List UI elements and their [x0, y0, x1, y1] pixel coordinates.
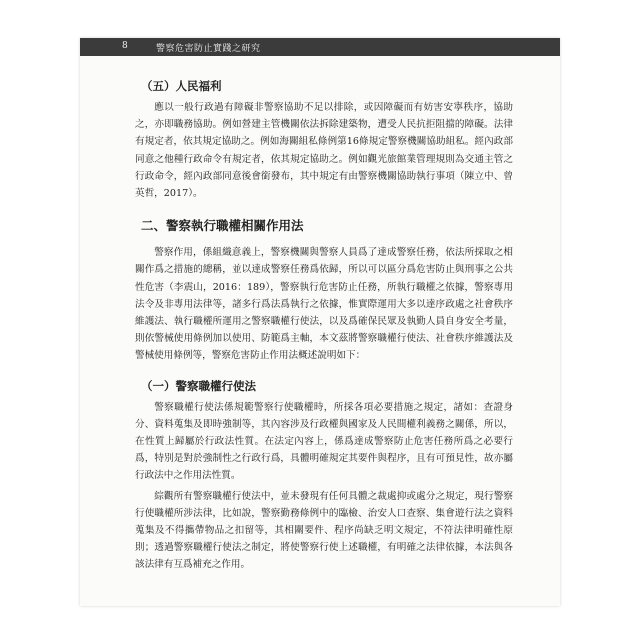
paragraph-police-action: 警察作用，係組織意義上，警察機關與警察人員爲了達成警察任務，依法所採取之相關作爲之措施的總稱，並以達成警察任務爲依歸，所以可以區分爲危害防止與刑事之公共性危害（李震山，2016：189），警察執行危害防止任務，所執行職權之依據，警察專用法令及非專用法律等，諸多行爲法爲執行之依據，惟實際運用大多以達序政處之社會秩序維護法、執行職權所運用之警察職權行使法，以及爲確保民眾及執勤人員自身安全考量，則依警械使用條例加以使用、防範爲主軸，本文茲將警察職權行使法、社會秩序維護法及警械使用條例等，警察危害防止作用法概述說明如下： — [135, 247, 513, 362]
page-number: 8 — [122, 41, 129, 51]
running-header — [80, 38, 560, 56]
section-title-people-welfare: （五）人民福利 — [141, 79, 222, 93]
paragraph-police-duty-act-2: 綜觀所有警察職權行使法中，並未發現有任何具體之裁處抑或處分之規定，現行警察行使職權所涉法律，比如說，警察勤務條例中的臨檢、治安人口查察、集會遊行法之資料蒐集及不得攜帶物品之扣留等，其相關要件、程序尚缺乏明文規定，不符法律明確性原則；透過警察職權行使法之制定，將使警察行使上述職權，有明確之法律依據，本法與各該法律有互爲補充之作用。 — [135, 490, 513, 571]
paragraph-people-welfare: 應以一般行政過有障礙非警察協助不足以排除，或因障礙而有妨害安寧秩序，協助之，亦即職務協助。例如營建主管機關依法拆除建築物，遭受人民抗拒阻擋的障礙。法律有規定者，依其規定協助之。例如海關組私條例第16條規定警察機關協助組私。經內政部同意之他種行政命令有規定者，依其規定協助之。例如觀光旅館業管理規則為交通主管之行政命令，經內政部同意後會銜發布，其中規定有由警察機關協助執行事項（陳立中、曾英哲，2017）。 — [135, 102, 513, 200]
section-title-police-powers-law: 二、警察執行職權相關作用法 — [141, 218, 304, 234]
subsection-title-police-duty-act: （一）警察職權行使法 — [141, 378, 256, 393]
paragraph-police-duty-act-1: 警察職權行使法係規範警察行使職權時，所採各項必要措施之規定，諸如：查證身分、資料蒐集及即時強制等，其內容涉及行政權與國家及人民間權利義務之關係，所以，在性質上歸屬於行政法性質。在法定內容上，係爲達成警察防止危害任務所爲之必要行爲，特別是對於強制性之行政行爲，具體明確規定其要件與程序，且有可預見性，故亦屬行政法中之作用法性質。 — [135, 401, 513, 482]
page-body — [135, 78, 513, 577]
running-title: 警察危害防止實踐之研究 — [156, 44, 261, 54]
book-page — [80, 38, 560, 606]
